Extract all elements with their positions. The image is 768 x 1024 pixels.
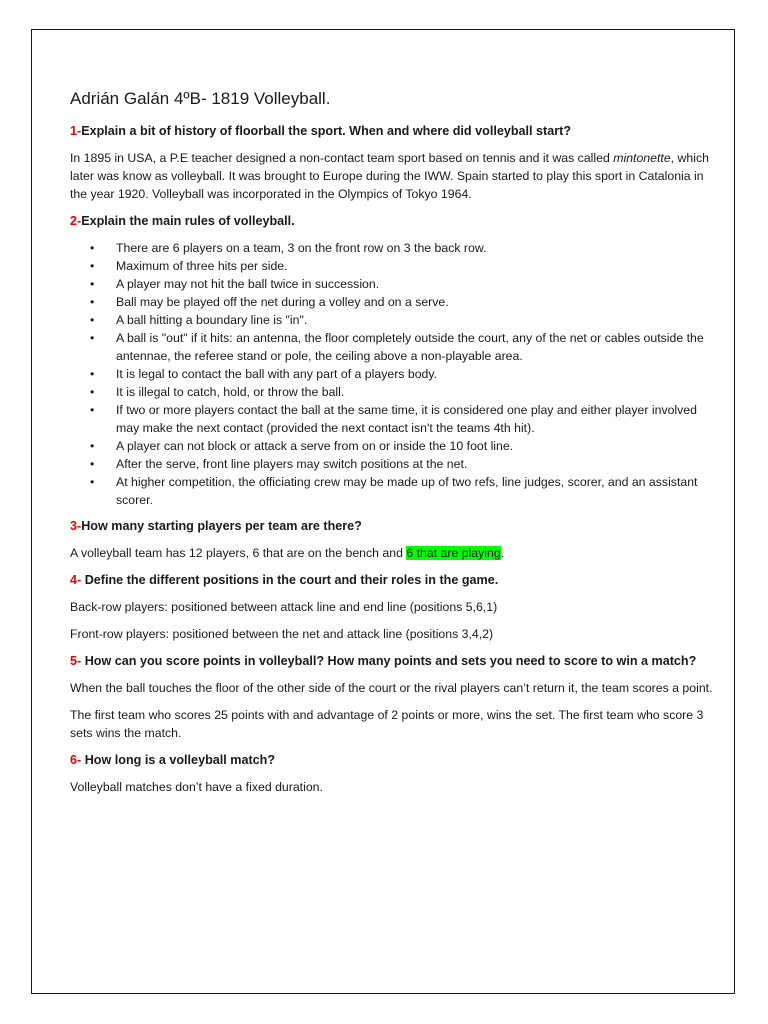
bullet-icon: • [90,385,95,399]
question-number: 6- [70,753,82,767]
bullet-icon: • [90,241,95,255]
answer-text: A volleyball team has 12 players, 6 that are on the bench and [70,546,407,560]
rule-text: There are 6 players on a team, 3 on the front row on 3 the back row. [116,241,487,255]
bullet-icon: • [90,475,95,489]
question-text: How many starting players per team are there? [81,519,362,533]
question-6 [70,751,720,770]
answer-5-scoring: When the ball touches the floor of the other side of the court or the rival players can’t return it, the team scores a point. [70,681,713,695]
bullet-icon: • [90,439,95,453]
answer-text: , which later was know as volleyball. It was brought to Europe during the IWW. Spain started to play this sport in Catalonia in the year 1920. Volleyball was incorporated in the Olympics of Tokyo 1964. [70,151,709,201]
question-1 [70,122,720,141]
document-page [31,29,735,994]
question-text: How long is a volleyball match? [81,753,276,767]
rule-text: It is legal to contact the ball with any part of a players body. [116,367,438,381]
question-3 [70,517,720,536]
bullet-icon: • [90,277,95,291]
rule-text: A ball hitting a boundary line is "in". [116,313,308,327]
question-text: How can you score points in volleyball? How many points and sets you need to score to win a match? [81,654,697,668]
answer-4-back-row: Back-row players: positioned between attack line and end line (positions 5,6,1) [70,600,498,614]
rule-text: Maximum of three hits per side. [116,259,288,273]
answer-1 [70,149,720,203]
answer-6: Volleyball matches don’t have a fixed duration. [70,780,323,794]
answer-text: . [500,546,505,560]
bullet-icon: • [90,403,95,417]
rule-item [70,311,720,329]
question-4 [70,571,720,590]
bullet-icon: • [90,295,95,309]
rule-item [70,275,720,293]
bullet-icon: • [90,331,95,345]
rule-text: A player can not block or attack a serve from on or inside the 10 foot line. [116,439,514,453]
rule-item [70,383,720,401]
question-text: Define the different positions in the court and their roles in the game. [81,573,499,587]
rule-item [70,455,720,473]
rule-item [70,401,720,437]
answer-3 [70,544,720,562]
question-number: 3- [70,519,82,533]
rule-text: At higher competition, the officiating crew may be made up of two refs, line judges, scorer, and an assistant scorer. [116,475,698,507]
rule-text: A player may not hit the ball twice in succession. [116,277,380,291]
highlighted-text: 6 that are playing [406,546,501,560]
rule-item [70,293,720,311]
document-content [70,88,720,805]
question-text: Explain the main rules of volleyball. [81,214,295,228]
question-number: 4- [70,573,82,587]
rule-text: A ball is "out" if it hits: an antenna, the floor completely outside the court, any of the net or cables outside the antennae, the referee stand or pole, the ceiling above a non-playable area. [116,331,704,363]
answer-text: In 1895 in USA, a P.E teacher designed a non-contact team sport based on tennis and it was called [70,151,614,165]
question-number: 2- [70,214,82,228]
rule-item [70,437,720,455]
question-number: 5- [70,654,82,668]
rule-item [70,329,720,365]
question-5 [70,652,720,671]
bullet-icon: • [90,259,95,273]
rule-text: If two or more players contact the ball at the same time, it is considered one play and either player involved may make the next contact (provided the next contact isn't the teams 4th hit). [116,403,697,435]
document-title: Adrián Galán 4ºB- 1819 Volleyball. [70,89,331,108]
answer-4-front-row: Front-row players: positioned between the net and attack line (positions 3,4,2) [70,627,494,641]
answer-italic-term: mintonette [613,151,671,165]
answer-5-winning: The first team who scores 25 points with and advantage of 2 points or more, wins the set. The first team who score 3 sets wins the match. [70,708,704,740]
bullet-icon: • [90,457,95,471]
bullet-icon: • [90,367,95,381]
bullet-icon: • [90,313,95,327]
question-2 [70,212,720,231]
question-number: 1- [70,124,82,138]
rules-list [70,239,720,509]
rule-item [70,239,720,257]
question-text: Explain a bit of history of floorball the sport. When and where did volleyball start? [81,124,572,138]
rule-text: After the serve, front line players may switch positions at the net. [116,457,468,471]
rule-item [70,257,720,275]
rule-item [70,473,720,509]
rule-text: Ball may be played off the net during a volley and on a serve. [116,295,449,309]
rule-text: It is illegal to catch, hold, or throw the ball. [116,385,345,399]
rule-item [70,365,720,383]
